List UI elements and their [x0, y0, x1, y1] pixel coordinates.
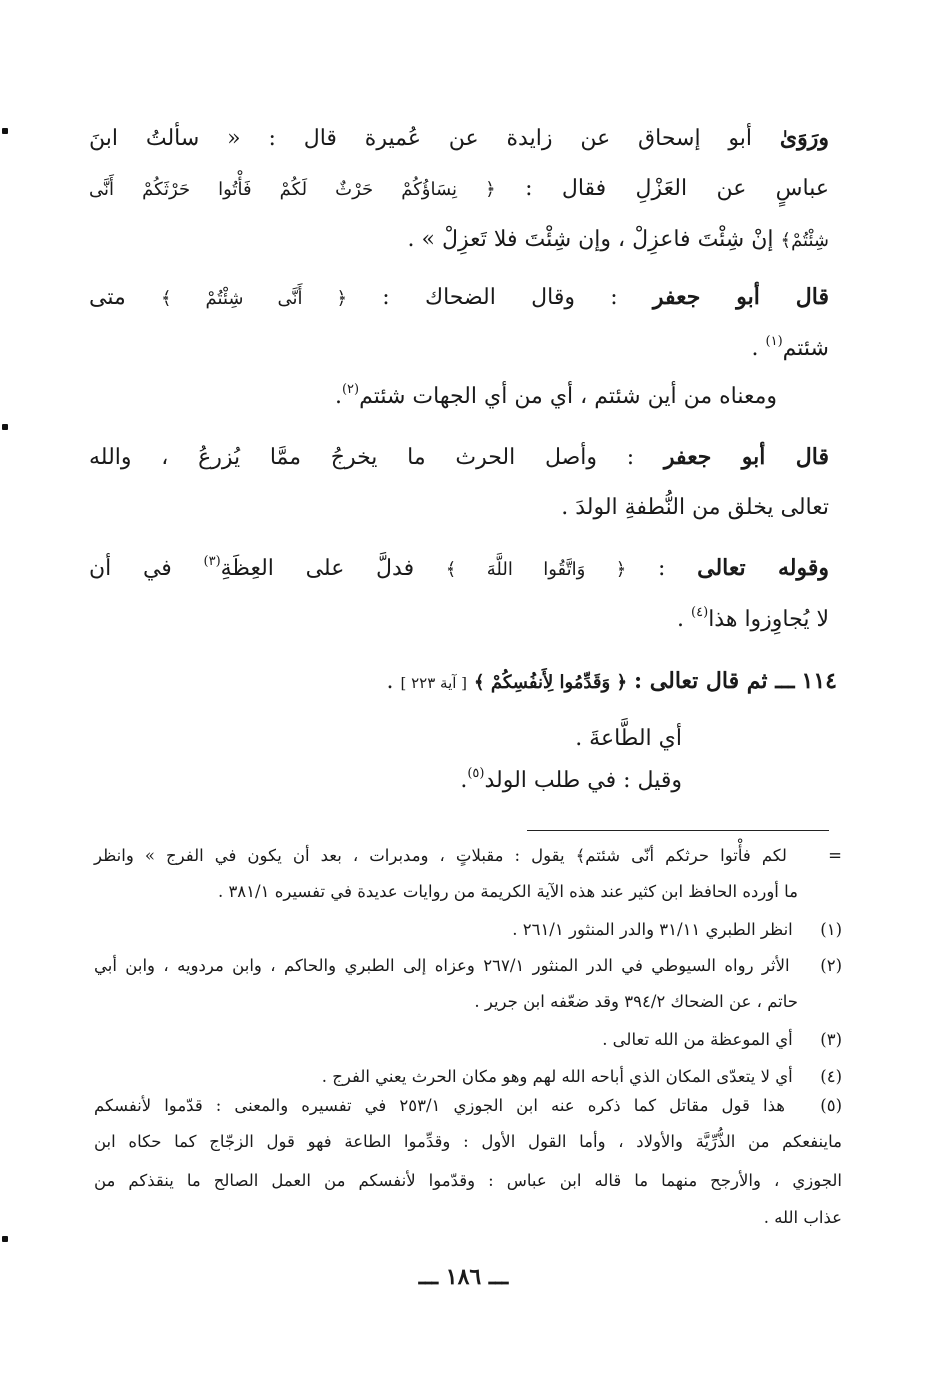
- body-text: أبو إسحاق عن زايدة عن عُميرة قال : « سألتُ ابنَ: [89, 126, 753, 151]
- body-text: : وقال الضحاك :: [382, 285, 618, 310]
- bold-lead: ورَوَىٰ: [779, 125, 829, 151]
- body-text: أي الطَّاعةَ .: [575, 726, 682, 751]
- footnote-text: أي لا يتعدّى المكان الذي أباحه الله لهم وهو مكان الحرث يعني الفرج .: [321, 1067, 793, 1086]
- body-text: وقيل : في طلب الولد: [484, 768, 682, 793]
- footnote-line: [94, 1134, 842, 1151]
- footnote-ref: (٢): [341, 382, 360, 397]
- footnote-number: (٢): [820, 956, 842, 975]
- body-text: : وأصل الحرث ما يخرجُ ممَّا يُزرعُ ، والله: [89, 445, 635, 470]
- body-text: عباسٍ عن العَزْلِ فقال :: [525, 176, 830, 201]
- body-text: .: [334, 384, 342, 409]
- body-text: :: [658, 556, 666, 581]
- section-number: ١١٤: [801, 668, 837, 694]
- footnote-3: [94, 1032, 842, 1049]
- body-line: [89, 446, 829, 469]
- body-text: .: [751, 336, 759, 361]
- footnote-text: ما أورده الحافظ ابن كثير عند هذه الآية الكريمة من روايات عديدة في تفسيره ٣٨١/١ .: [217, 882, 798, 901]
- footnote-text: ماينفعكم من الذُّرِّيَّة والأولاد ، وأما القول الأول : وقدِّموا الطاعة فهو قول الزجّاج كما حكاه ابن: [94, 1132, 842, 1151]
- bold-lead: ـــ ثم قال تعالى :: [634, 668, 795, 694]
- body-line: [89, 178, 829, 200]
- footnote-text: الأثر رواه السيوطي في الدر المنثور ٢٦٧/١ وعزاه إلى الطبري والحاكم ، وابن مردويه ، وابن أبي: [94, 956, 790, 975]
- footnote-text: حاتم ، عن الضحاك ٣٩٤/٢ وقد ضعّفه ابن جرير .: [474, 992, 798, 1011]
- margin-mark: [2, 128, 8, 134]
- body-line: [89, 127, 829, 150]
- footnote-text: لكم فأْتوا حرثكم أنّى شئتم﴾ يقول : مقبلاتٍ ، ومدبرات ، بعد أن يكون في الفرج » وانظر: [94, 846, 787, 865]
- footnote-1: [94, 922, 842, 939]
- body-line: [89, 334, 829, 361]
- body-text: فدلَّ على العِظَةِ: [220, 556, 415, 581]
- body-line: [87, 382, 777, 409]
- footnote-text: انظر الطبري ٣١/١١ والدر المنثور ٢٦١/١ .: [512, 920, 793, 939]
- margin-mark: [2, 424, 8, 430]
- quran-quote: ﴿ وَاتَّقُوا اللَّهَ ﴾: [445, 559, 627, 580]
- quran-quote: ﴿ أَنَّى شِئْتُمْ ﴾: [161, 288, 348, 309]
- body-text: ومعناه من أين شئتم ، أي من أي الجهات شئتم: [359, 384, 777, 409]
- body-text: إنْ شِئْتَ فاعزِلْ ، وإن شِئْتَ فلا تَعزِلْ » .: [407, 227, 774, 252]
- quran-quote: شِئْتُمْ﴾: [780, 230, 829, 251]
- bold-lead: قال أبو جعفر: [652, 284, 830, 310]
- footnote-line: [94, 848, 842, 865]
- footnote-ref: (١): [765, 334, 783, 349]
- footnote-separator: [527, 830, 829, 831]
- footnote-text: عذاب الله .: [763, 1208, 842, 1227]
- body-text: تعالى يخلق من النُّطفةِ الولدَ .: [561, 495, 829, 520]
- body-text: .: [460, 768, 468, 793]
- body-text: في أن: [89, 556, 172, 581]
- footnote-text: الجوزي ، والأرجح منهما ما قاله ابن عباس : وقدّموا لأنفسكم من العمل الصالح ما ينقذكم من: [94, 1171, 842, 1190]
- quran-quote: ﴿ نِسَاؤُكُمْ حَرْثٌ لَكُمْ فَأْتُوا حَرْثَكُمْ أَنَّى: [89, 179, 496, 200]
- body-text: لا يُجاوِزوا هذا: [708, 607, 829, 632]
- quran-quote: ﴿ وَقَدِّمُوا لِأَنفُسِكُمْ ﴾: [474, 672, 627, 693]
- continuation-mark: =: [828, 846, 842, 865]
- footnote-5: [94, 1098, 842, 1115]
- page-number: ـــ ١٨٦ ـــ: [418, 1264, 509, 1290]
- footnote-number: (٣): [820, 1030, 842, 1049]
- footnote-number: (٥): [820, 1096, 842, 1115]
- body-line: [89, 605, 829, 632]
- body-text: .: [677, 607, 685, 632]
- body-text: .: [386, 669, 394, 694]
- footnote-line: [94, 884, 798, 901]
- body-line: [92, 728, 682, 750]
- body-text: متى: [89, 285, 126, 310]
- footnote-line: [94, 994, 798, 1011]
- footnote-4: [94, 1069, 842, 1086]
- footnote-number: (٤): [820, 1067, 842, 1086]
- footnote-line: [94, 1210, 842, 1227]
- footnote-ref: (٣): [203, 554, 221, 569]
- section-heading-114: [87, 670, 837, 693]
- body-line: [89, 229, 829, 251]
- body-line: [92, 766, 682, 793]
- bold-lead: قال أبو جعفر: [663, 444, 829, 470]
- body-text: شئتم: [782, 336, 829, 361]
- bold-lead: وقوله تعالى: [697, 555, 829, 581]
- margin-mark: [2, 1236, 8, 1242]
- footnote-ref: (٥): [467, 766, 485, 781]
- footnote-ref: (٤): [691, 605, 709, 620]
- body-line: [89, 286, 829, 309]
- verse-reference: [ آية ٢٢٣ ]: [400, 674, 468, 692]
- body-line: [89, 554, 829, 581]
- footnote-text: هذا قول مقاتل كما ذكره عنه ابن الجوزي ٢٥٣/١ في تفسيره والمعنى : قدّموا لأنفسكم: [94, 1096, 785, 1115]
- footnote-number: (١): [820, 920, 842, 939]
- body-line: [89, 497, 829, 519]
- footnote-line: [94, 1173, 842, 1190]
- footnote-text: أي الموعظة من الله تعالى .: [602, 1030, 793, 1049]
- footnote-2: [94, 958, 842, 975]
